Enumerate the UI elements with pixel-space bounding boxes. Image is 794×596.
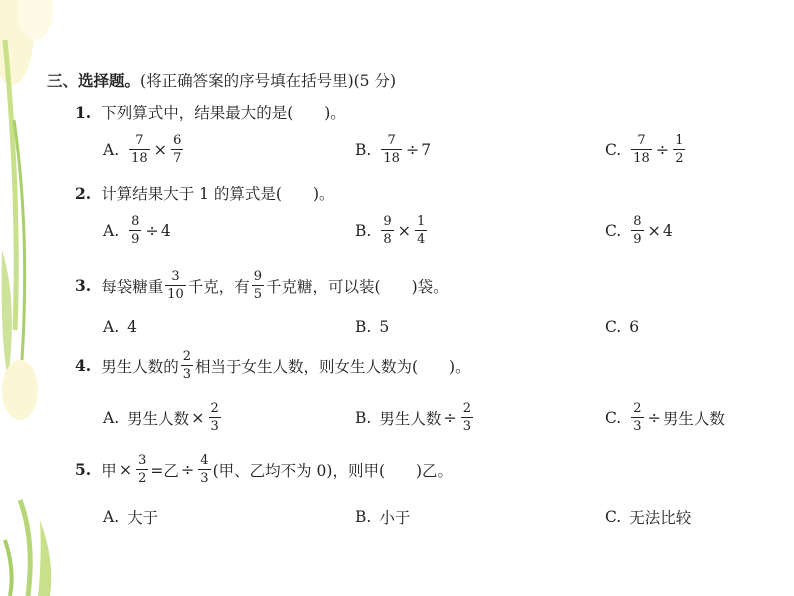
- question-1: 1. 下列算式中，结果最大的是( )。: [75, 102, 346, 122]
- section-title: 三、选择题。: [47, 71, 141, 90]
- q5-option-c[interactable]: C. 无法比较: [605, 508, 692, 527]
- q5-option-b[interactable]: B. 小于: [355, 508, 411, 527]
- q4-option-c[interactable]: C. $\frac{2}{3}$ ÷ 男生人数: [605, 401, 725, 434]
- fraction: $\frac{3}{2}$: [138, 453, 147, 486]
- fraction: $\frac{7}{18}$: [131, 133, 148, 166]
- question-5: 5. 甲 × $\frac{3}{2}$ =乙 ÷ $\frac{4}{3}$ (甲、乙均不为 0)，则甲( )乙。: [75, 453, 454, 486]
- fraction: $\frac{8}{9}$: [633, 214, 642, 247]
- fraction: $\frac{6}{7}$: [173, 133, 182, 166]
- question-2: 2. 计算结果大于 1 的算式是( )。: [75, 183, 335, 203]
- section-note: (将正确答案的序号填在括号里)(5 分): [140, 72, 396, 90]
- fraction: $\frac{8}{9}$: [131, 214, 140, 247]
- q4-option-a[interactable]: A. 男生人数 × $\frac{2}{3}$: [103, 401, 219, 434]
- q1-option-c[interactable]: C. $\frac{7}{18}$ ÷ $\frac{1}{2}$: [605, 133, 684, 166]
- q1-option-a[interactable]: A. $\frac{7}{18}$ × $\frac{6}{7}$: [103, 133, 182, 166]
- fraction: $\frac{9}{5}$: [253, 269, 263, 302]
- fraction: $\frac{7}{18}$: [383, 133, 400, 166]
- fraction: $\frac{2}{3}$: [210, 401, 219, 434]
- question-1-text: 下列算式中，结果最大的是( )。: [101, 104, 346, 122]
- question-3: 3. 每袋糖重 $\frac{3}{10}$ 千克，有 $\frac{9}{5}$ 千克糖，可以装( )袋。: [75, 269, 449, 302]
- fraction: $\frac{1}{2}$: [675, 133, 684, 166]
- fraction: $\frac{2}{3}$: [182, 349, 191, 382]
- q2-option-a[interactable]: A. $\frac{8}{9}$ ÷ 4: [103, 214, 171, 247]
- q2-option-b[interactable]: B. $\frac{9}{8}$ × $\frac{1}{4}$: [355, 214, 426, 247]
- fraction: $\frac{3}{10}$: [167, 269, 184, 302]
- q3-option-b[interactable]: B. 5: [355, 318, 390, 336]
- section-heading: [47, 69, 396, 91]
- question-2-text: 计算结果大于 1 的算式是( )。: [101, 185, 335, 203]
- fraction: $\frac{4}{3}$: [200, 453, 209, 486]
- q5-option-a[interactable]: A. 大于: [103, 508, 159, 527]
- q1-option-b[interactable]: B. $\frac{7}{18}$ ÷ 7: [355, 133, 432, 166]
- fraction: $\frac{2}{3}$: [633, 401, 642, 434]
- fraction: $\frac{1}{4}$: [417, 214, 426, 247]
- fraction: $\frac{9}{8}$: [383, 214, 392, 247]
- q3-option-a[interactable]: A. 4: [103, 318, 137, 336]
- q4-option-b[interactable]: B. 男生人数 ÷ $\frac{2}{3}$: [355, 401, 472, 434]
- question-4: 4. 男生人数的 $\frac{2}{3}$ 相当于女生人数，则女生人数为( )。: [75, 349, 471, 382]
- fraction: $\frac{7}{18}$: [633, 133, 650, 166]
- fraction: $\frac{2}{3}$: [462, 401, 472, 434]
- q3-option-c[interactable]: C. 6: [605, 318, 640, 336]
- q2-option-c[interactable]: C. $\frac{8}{9}$ × 4: [605, 214, 673, 247]
